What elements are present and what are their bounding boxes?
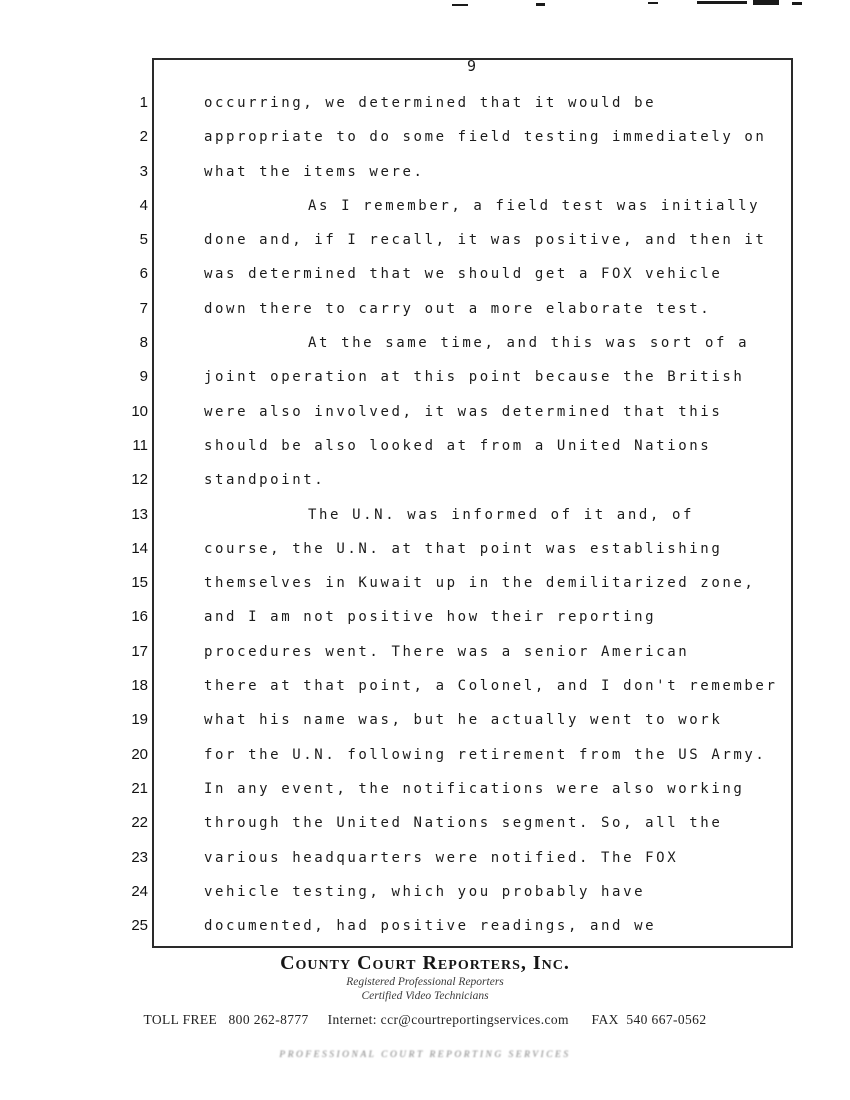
line-text: were also involved, it was determined that this bbox=[204, 403, 723, 420]
line-text: for the U.N. following retirement from the US Army. bbox=[204, 746, 767, 763]
scan-artifact bbox=[753, 0, 779, 5]
line-text: joint operation at this point because the British bbox=[204, 369, 745, 386]
line-text: course, the U.N. at that point was establishing bbox=[204, 540, 723, 557]
line-number: 19 bbox=[131, 711, 148, 729]
transcript-line bbox=[108, 909, 808, 943]
line-number: 17 bbox=[131, 642, 148, 660]
line-number: 13 bbox=[131, 505, 148, 523]
line-text: standpoint. bbox=[204, 472, 326, 489]
line-number: 23 bbox=[131, 848, 148, 866]
line-text: what his name was, but he actually went to work bbox=[204, 712, 723, 729]
line-text: what the items were. bbox=[204, 163, 425, 180]
line-text: occurring, we determined that it would be bbox=[204, 95, 657, 111]
scan-artifact bbox=[697, 1, 747, 4]
line-text: procedures went. There was a senior American bbox=[204, 643, 690, 660]
line-number: 21 bbox=[131, 779, 148, 797]
transcript-line bbox=[108, 806, 808, 840]
line-number: 1 bbox=[139, 94, 148, 111]
line-number: 22 bbox=[131, 814, 148, 832]
transcript-line bbox=[108, 875, 808, 909]
footer-company-name: County Court Reporters, Inc. bbox=[280, 952, 570, 974]
line-text: through the United Nations segment. So, all the bbox=[204, 815, 723, 832]
transcript-line bbox=[108, 86, 808, 120]
line-number: 3 bbox=[139, 162, 148, 180]
transcript-line bbox=[108, 292, 808, 326]
line-number: 24 bbox=[131, 882, 148, 900]
transcript-line bbox=[108, 360, 808, 394]
line-text: done and, if I recall, it was positive, and then it bbox=[204, 232, 767, 249]
line-number: 16 bbox=[131, 608, 148, 626]
line-text: At the same time, and this was sort of a bbox=[308, 335, 750, 352]
transcript-line bbox=[108, 326, 808, 360]
transcript-line bbox=[108, 223, 808, 257]
line-text: there at that point, a Colonel, and I don't remember bbox=[204, 678, 778, 695]
line-text: In any event, the notifications were also working bbox=[204, 780, 745, 797]
footer bbox=[0, 952, 850, 1060]
line-text: The U.N. was informed of it and, of bbox=[308, 506, 695, 523]
footer-contact-line: TOLL FREE 800 262-8777 Internet: ccr@courtreportingservices.com FAX 540 667-0562 bbox=[143, 1012, 707, 1027]
page-number: 9 bbox=[466, 57, 479, 75]
line-text: As I remember, a field test was initially bbox=[308, 197, 761, 214]
transcript-line bbox=[108, 189, 808, 223]
line-number: 14 bbox=[131, 539, 148, 557]
line-number: 8 bbox=[139, 334, 148, 352]
transcript-line bbox=[108, 120, 808, 154]
transcript-line bbox=[108, 155, 808, 189]
footer-tagline-2: Certified Video Technicians bbox=[361, 990, 489, 1002]
transcript-line bbox=[108, 566, 808, 600]
transcript-line bbox=[108, 257, 808, 291]
line-number: 25 bbox=[131, 917, 148, 935]
line-number: 4 bbox=[139, 196, 148, 214]
line-text: down there to carry out a more elaborate test. bbox=[204, 300, 712, 317]
line-number: 18 bbox=[131, 677, 148, 695]
line-text: vehicle testing, which you probably have bbox=[204, 883, 646, 900]
transcript-line bbox=[108, 738, 808, 772]
transcript-line bbox=[108, 600, 808, 634]
line-number: 9 bbox=[139, 368, 148, 386]
transcript-lines bbox=[108, 86, 808, 943]
line-number: 7 bbox=[139, 299, 148, 317]
transcript-line bbox=[108, 841, 808, 875]
transcript-line bbox=[108, 703, 808, 737]
line-number: 2 bbox=[139, 128, 148, 146]
scan-artifact bbox=[648, 2, 658, 4]
footer-tagline-1: Registered Professional Reporters bbox=[346, 976, 504, 988]
transcript-line bbox=[108, 772, 808, 806]
line-number: 11 bbox=[132, 436, 148, 454]
line-number: 5 bbox=[139, 231, 148, 249]
line-text: documented, had positive readings, and we bbox=[204, 918, 657, 935]
transcript-line bbox=[108, 395, 808, 429]
line-text: appropriate to do some field testing immediately on bbox=[204, 129, 767, 146]
scan-artifact bbox=[792, 2, 802, 5]
line-number: 6 bbox=[139, 265, 148, 283]
line-number: 20 bbox=[131, 745, 148, 763]
transcript-line bbox=[108, 429, 808, 463]
line-number: 10 bbox=[131, 402, 148, 420]
transcript-line bbox=[108, 498, 808, 532]
transcript-line bbox=[108, 463, 808, 497]
line-text: was determined that we should get a FOX vehicle bbox=[204, 266, 723, 283]
line-number: 15 bbox=[131, 574, 148, 592]
transcript-line bbox=[108, 669, 808, 703]
line-text: should be also looked at from a United Nations bbox=[204, 437, 712, 454]
line-text: themselves in Kuwait up in the demilitarized zone, bbox=[204, 575, 756, 592]
scan-artifact bbox=[536, 3, 545, 6]
line-number: 12 bbox=[131, 471, 148, 489]
transcript-line bbox=[108, 532, 808, 566]
line-text: and I am not positive how their reporting bbox=[204, 609, 657, 626]
line-text: various headquarters were notified. The FOX bbox=[204, 849, 679, 866]
scan-artifact bbox=[452, 4, 468, 6]
transcript-line bbox=[108, 635, 808, 669]
footer-motto: PROFESSIONAL COURT REPORTING SERVICES bbox=[279, 1050, 571, 1060]
